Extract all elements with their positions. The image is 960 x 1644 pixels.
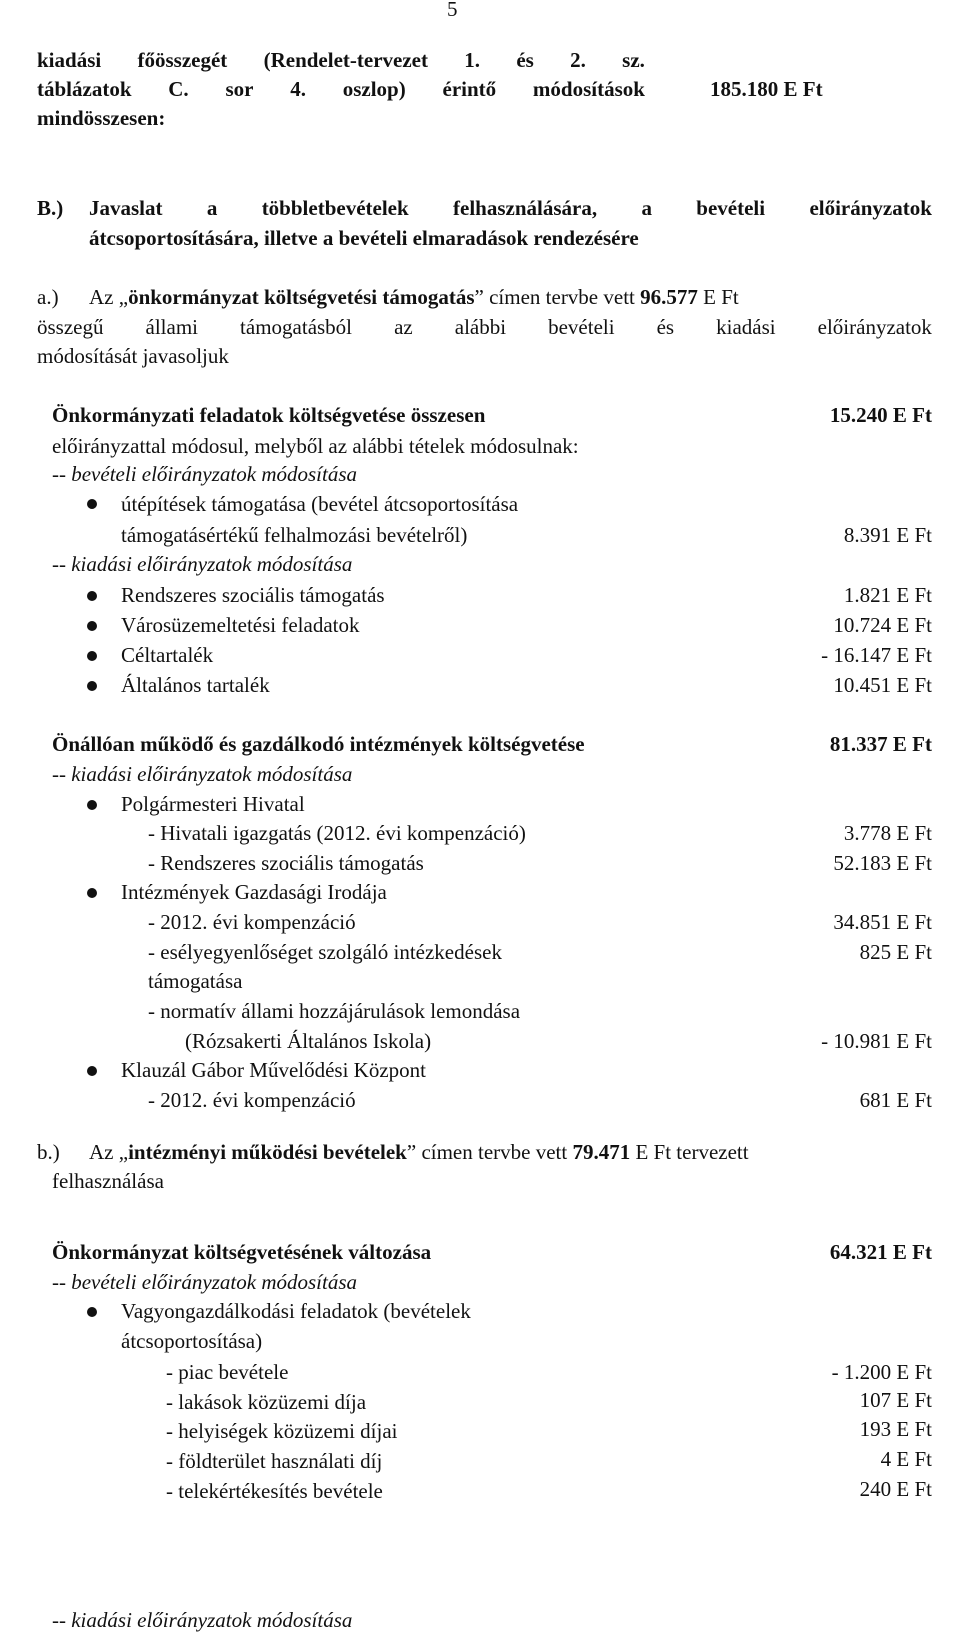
bullet-icon	[87, 888, 97, 898]
bullet-icon	[87, 800, 97, 810]
word: az	[394, 315, 413, 339]
inst-polg-2-amount: 52.183 E Ft	[833, 851, 932, 875]
bullet-icon	[87, 1066, 97, 1076]
subitem-label: - földterület használati díj	[166, 1449, 383, 1473]
list-item-amount: 10.724 E Ft	[833, 613, 932, 637]
part-b-line-1	[89, 1137, 749, 1167]
word: kiadási	[37, 48, 102, 72]
onk2-heading: Önkormányzat költségvetésének változása	[52, 1240, 432, 1264]
section-b-label: B.)	[37, 196, 64, 220]
bullet-icon	[87, 621, 97, 631]
bullet-icon	[87, 1307, 97, 1317]
list-item-label: Városüzemeltetési feladatok	[121, 613, 360, 637]
onk2-amount: 64.321 E Ft	[829, 1240, 932, 1264]
inst-kgmk: Klauzál Gábor Művelődési Központ	[121, 1058, 427, 1082]
onk2-kiad-heading: -- kiadási előirányzatok módosítása	[52, 1608, 353, 1632]
inst-heading: Önállóan működő és gazdálkodó intézmények költségvetése	[52, 732, 585, 756]
onk-bevet-item-amount: 8.391 E Ft	[843, 523, 932, 547]
part-b-line-2: felhasználása	[52, 1169, 164, 1193]
title-bold: önkormányzat költségvetési támogatás	[128, 285, 475, 309]
word: főösszegét	[137, 48, 228, 72]
part-a-label: a.)	[37, 285, 59, 309]
bullet-icon	[87, 591, 97, 601]
text: ” címen tervbe vett	[474, 285, 641, 309]
amount-bold: 79.471	[572, 1140, 631, 1164]
word: oszlop)	[342, 77, 406, 101]
text: E Ft tervezett	[630, 1140, 749, 1164]
part-a-line-2	[37, 312, 932, 342]
onk-subtext: előirányzattal módosul, melyből az alábbi tételek módosulnak:	[52, 434, 579, 458]
word: összegű	[37, 315, 104, 339]
subitem-label: - piac bevétele	[166, 1360, 289, 1384]
word: (Rendelet-tervezet	[263, 48, 428, 72]
subitem-label: - helyiségek közüzemi díjai	[166, 1419, 398, 1443]
bullet-icon	[87, 681, 97, 691]
word: bevételi	[548, 315, 615, 339]
word: többletbevételek	[261, 196, 409, 220]
title-bold: intézményi működési bevételek	[128, 1140, 407, 1164]
inst-igi-1-amount: 34.851 E Ft	[833, 910, 932, 934]
word: állami	[145, 315, 199, 339]
inst-igi-3-line-2: (Rózsakerti Általános Iskola)	[185, 1029, 432, 1053]
text: Az „	[89, 1140, 129, 1164]
word: előirányzatok	[817, 315, 932, 339]
list-item-label: Céltartalék	[121, 643, 214, 667]
intro-amount: 185.180 E Ft	[710, 77, 823, 101]
word: Javaslat	[89, 196, 163, 220]
inst-polg-1: - Hivatali igazgatás (2012. évi kompenzáció)	[148, 821, 526, 845]
inst-igi-2-line-1: - esélyegyenlőséget szolgáló intézkedések	[148, 940, 502, 964]
word: módosítások	[532, 77, 645, 101]
word: 2.	[570, 48, 586, 72]
word: sor	[225, 77, 254, 101]
subitem-amount: - 1.200 E Ft	[831, 1360, 932, 1384]
word: C.	[168, 77, 189, 101]
list-item-amount: 1.821 E Ft	[843, 583, 932, 607]
inst-igi-1: - 2012. évi kompenzáció	[148, 910, 356, 934]
onk2-item-line-2: átcsoportosítása)	[121, 1329, 263, 1353]
word: bevételi	[696, 196, 766, 220]
onk-heading: Önkormányzati feladatok költségvetése összesen	[52, 403, 486, 427]
list-item-label: Általános tartalék	[121, 673, 270, 697]
inst-kiad-heading: -- kiadási előirányzatok módosítása	[52, 762, 353, 786]
word: a	[641, 196, 652, 220]
subitem-amount: 107 E Ft	[859, 1388, 932, 1412]
part-b-label: b.)	[37, 1140, 60, 1164]
inst-igi-3-amount: - 10.981 E Ft	[821, 1029, 932, 1053]
onk-bevet-item-line-1: útépítések támogatása (bevétel átcsoportosítása	[121, 492, 519, 516]
word: 1.	[464, 48, 481, 72]
inst-polg-1-amount: 3.778 E Ft	[843, 821, 932, 845]
list-item-label: Rendszeres szociális támogatás	[121, 583, 385, 607]
subitem-label: - lakások közüzemi díja	[166, 1390, 367, 1414]
subitem-amount: 193 E Ft	[859, 1417, 932, 1441]
word: a	[206, 196, 218, 220]
word: és	[656, 315, 675, 339]
onk-bevet-heading: -- bevételi előirányzatok módosítása	[52, 462, 358, 486]
part-a-line-3: módosítását javasoljuk	[37, 344, 229, 368]
text: ” címen tervbe vett	[406, 1140, 573, 1164]
subitem-amount: 4 E Ft	[880, 1447, 932, 1471]
list-item-amount: - 16.147 E Ft	[821, 643, 932, 667]
onk-bevet-item-line-2: támogatásértékű felhalmozási bevételről)	[121, 523, 468, 547]
section-b-title-line-2: átcsoportosítására, illetve a bevételi elmaradások rendezésére	[89, 226, 639, 250]
bullet-icon	[87, 499, 97, 509]
word: támogatásból	[240, 315, 353, 339]
word: táblázatok	[37, 77, 132, 101]
amount-bold: 96.577	[640, 285, 698, 309]
inst-igi-2-amount: 825 E Ft	[859, 940, 932, 964]
subitem-amount: 240 E Ft	[859, 1477, 932, 1501]
word: 4.	[290, 77, 306, 101]
inst-amount: 81.337 E Ft	[829, 732, 932, 756]
word: érintő	[442, 77, 497, 101]
intro-line-1	[37, 45, 645, 75]
word: felhasználására,	[453, 196, 598, 220]
word: sz.	[622, 48, 645, 72]
bullet-icon	[87, 651, 97, 661]
inst-igi-2-line-2: támogatása	[148, 969, 243, 993]
word: előirányzatok	[809, 196, 932, 220]
inst-igi: Intézmények Gazdasági Irodája	[121, 880, 387, 904]
page-number: 5	[447, 0, 458, 21]
text: Az „	[89, 285, 129, 309]
part-a-line-1	[89, 282, 739, 312]
list-item-amount: 10.451 E Ft	[833, 673, 932, 697]
subitem-label: - telekértékesítés bevétele	[166, 1479, 383, 1503]
word: kiadási	[716, 315, 776, 339]
inst-polg: Polgármesteri Hivatal	[121, 792, 305, 816]
onk2-bevet-heading: -- bevételi előirányzatok módosítása	[52, 1270, 358, 1294]
inst-igi-3-line-1: - normatív állami hozzájárulások lemondása	[148, 999, 521, 1023]
inst-kgmk-1-amount: 681 E Ft	[859, 1088, 932, 1112]
intro-line-3: mindösszesen:	[37, 106, 166, 130]
word: és	[516, 48, 534, 72]
onk-kiad-heading: -- kiadási előirányzatok módosítása	[52, 552, 353, 576]
inst-polg-2: - Rendszeres szociális támogatás	[148, 851, 424, 875]
intro-line-2	[37, 74, 645, 104]
onk-amount: 15.240 E Ft	[829, 403, 932, 427]
inst-kgmk-1: - 2012. évi kompenzáció	[148, 1088, 356, 1112]
section-b-title-line-1	[89, 193, 932, 223]
onk2-item-line-1: Vagyongazdálkodási feladatok (bevételek	[121, 1299, 471, 1323]
text: E Ft	[697, 285, 739, 309]
word: alábbi	[454, 315, 507, 339]
